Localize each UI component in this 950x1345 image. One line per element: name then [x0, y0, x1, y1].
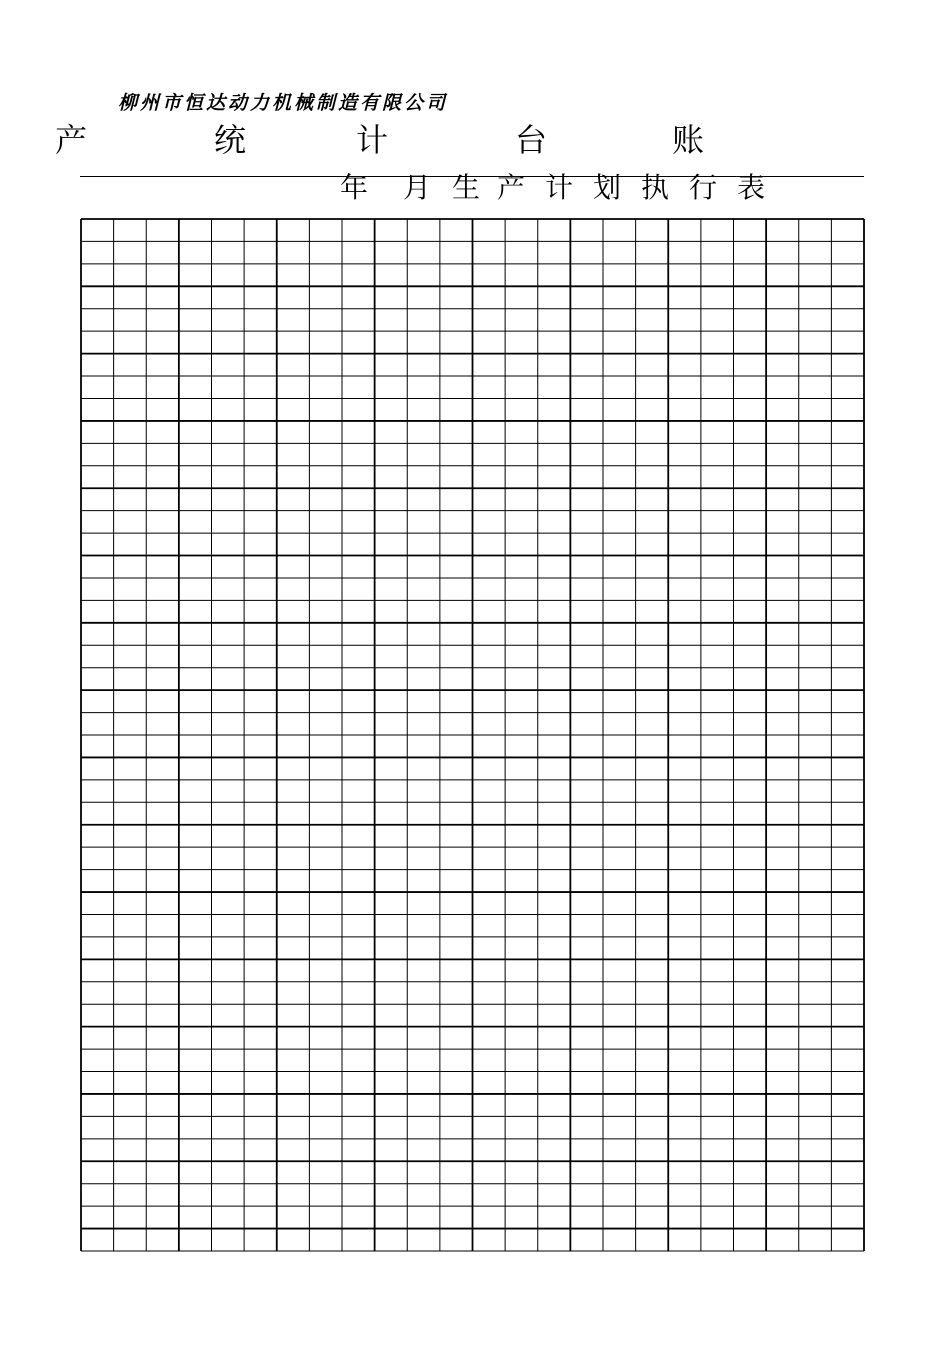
title-char: 产: [55, 121, 88, 159]
subtitle-char: 表: [737, 171, 766, 204]
title-char: 台: [515, 121, 548, 159]
subtitle-char: 年: [340, 171, 369, 204]
title-char: 账: [672, 121, 705, 159]
ledger-grid: [80, 218, 866, 1254]
subtitle-char: 行: [689, 171, 718, 204]
subtitle-char: 月: [403, 171, 432, 204]
title-char: 计: [356, 121, 389, 159]
subtitle-char: 生: [452, 171, 481, 204]
company-name: 柳州市恒达动力机械制造有限公司: [118, 92, 449, 114]
title-char: 统: [214, 121, 247, 159]
subtitle-char: 执: [641, 171, 670, 204]
subtitle-char: 划: [593, 171, 622, 204]
subtitle-char: 计: [545, 171, 574, 204]
subtitle-char: 产: [497, 171, 526, 204]
